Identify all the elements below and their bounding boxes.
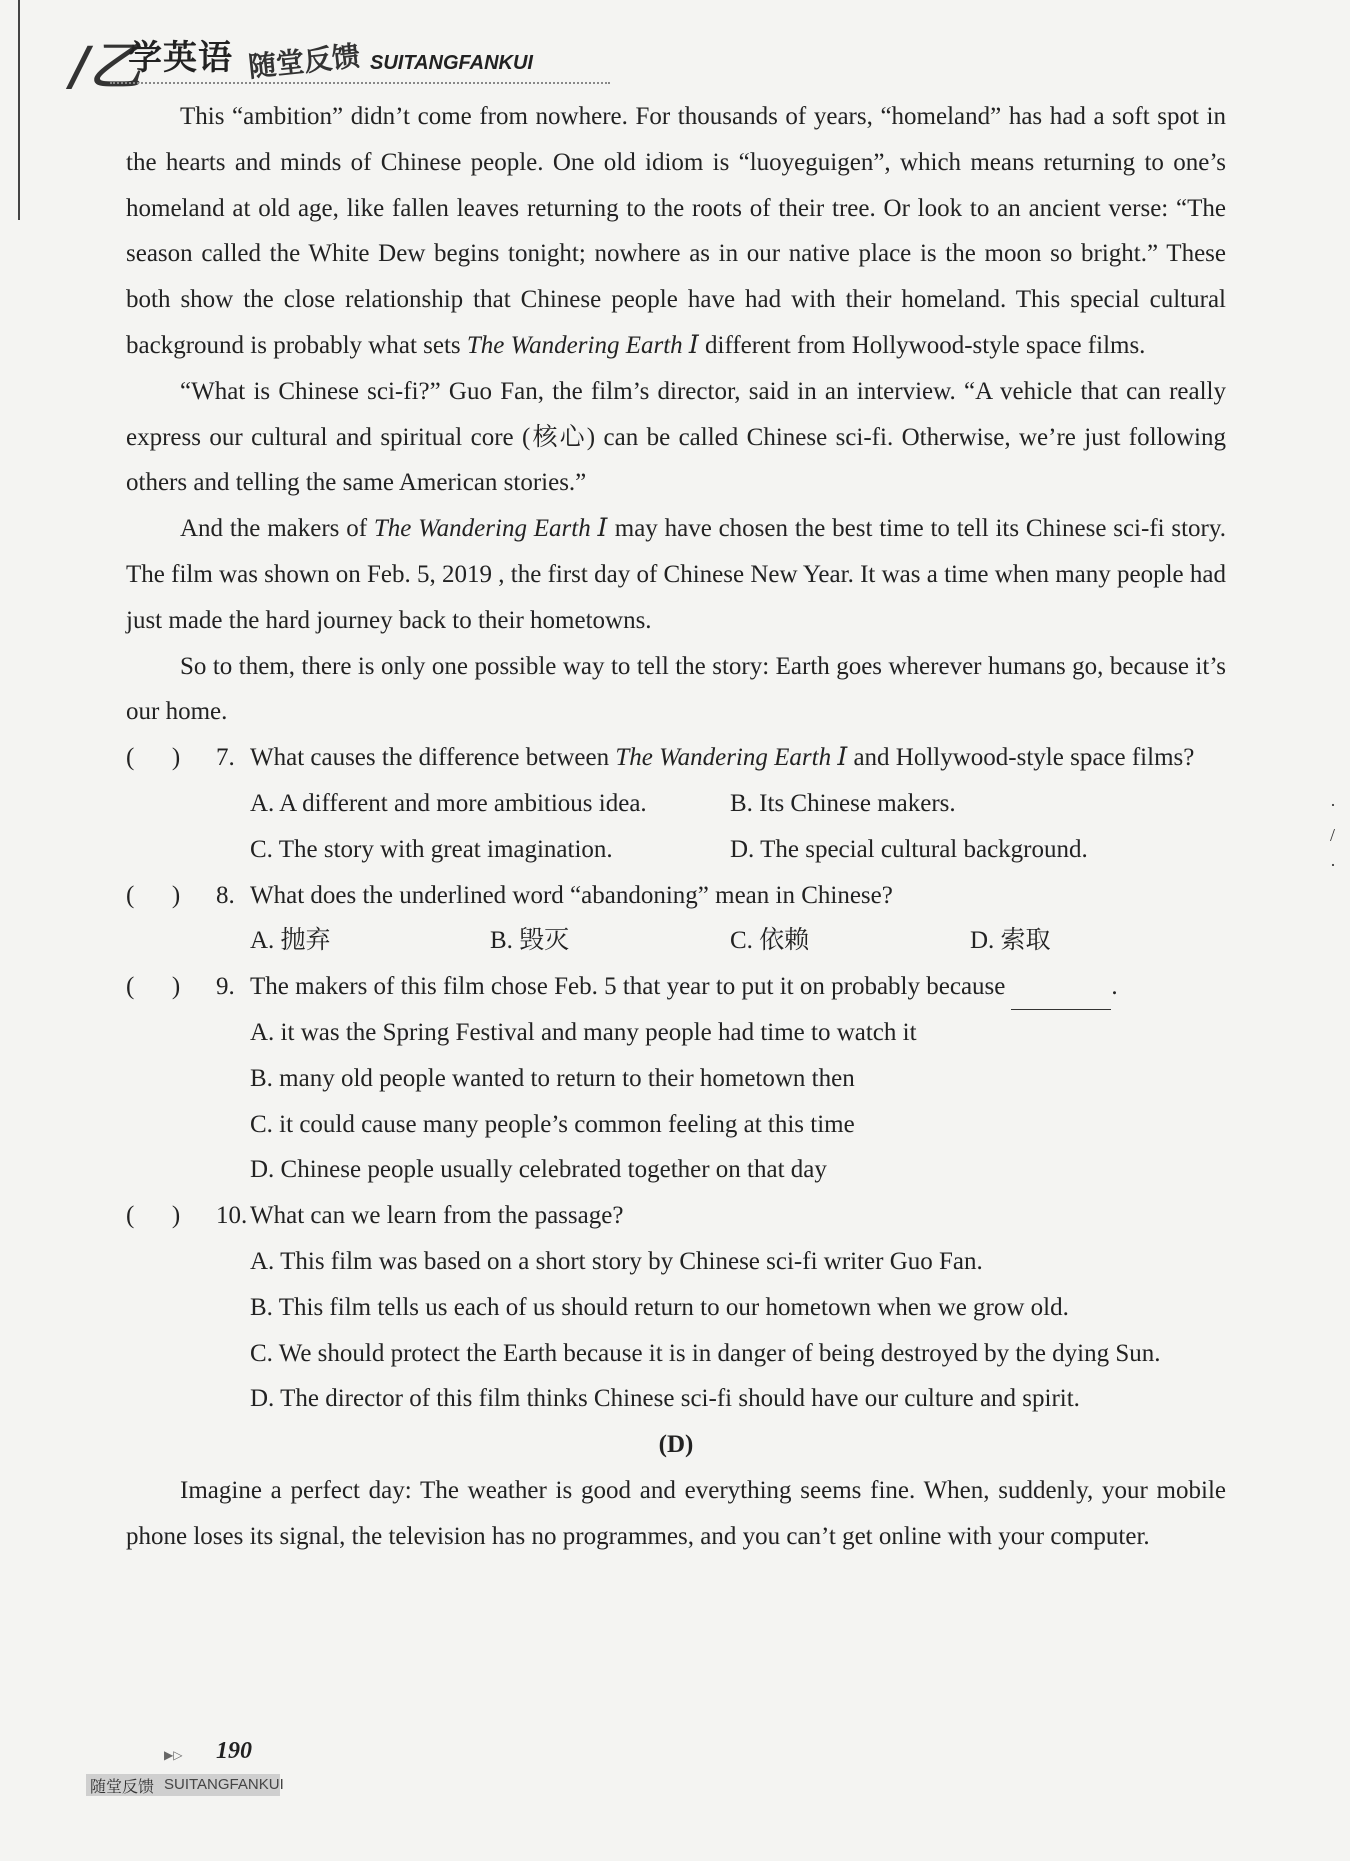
question-text: What does the underlined word “abandoning” mean in Chinese?: [250, 881, 893, 909]
question-text: The makers of this film chose Feb. 5 that year to put it on probably because .: [250, 964, 1118, 1010]
page-header: [70, 18, 630, 97]
question-number: 10.: [216, 1202, 248, 1230]
question-7-options: [126, 781, 1226, 873]
fill-in-blank[interactable]: [1011, 981, 1111, 1010]
option-a[interactable]: A. This film was based on a short story by Chinese sci-fi writer Guo Fan.: [250, 1247, 983, 1275]
film-title: The Wandering Earth Ⅰ: [466, 331, 699, 359]
section-label: (D): [658, 1431, 694, 1459]
option-b[interactable]: B. 毁灭: [490, 927, 570, 955]
margin-marks: · / ·: [1330, 795, 1336, 875]
option-c[interactable]: C. 依赖: [730, 927, 810, 955]
binding-rule: [18, 0, 20, 220]
option-d[interactable]: D. 索取: [970, 927, 1051, 955]
brand-logo-icon: /乙: [70, 36, 141, 97]
option-a[interactable]: A. it was the Spring Festival and many people had time to watch it: [250, 1018, 917, 1046]
option-a[interactable]: A. 抛弃: [250, 927, 331, 955]
option-c[interactable]: C. it could cause many people’s common feeling at this time: [250, 1110, 855, 1138]
paragraph-3: [126, 506, 1226, 643]
answer-blank[interactable]: ( ): [126, 881, 181, 909]
page-footer: [86, 1738, 386, 1798]
question-number: 7.: [216, 744, 235, 772]
paragraph-1-end: different from Hollywood-style space films.: [705, 331, 1146, 359]
question-text: What can we learn from the passage?: [250, 1202, 624, 1230]
option-b[interactable]: B. This film tells us each of us should return to our hometown when we grow old.: [250, 1293, 1069, 1321]
answer-blank[interactable]: ( ): [126, 973, 181, 1001]
option-c[interactable]: C. The story with great imagination.: [250, 835, 613, 863]
option-a[interactable]: A. A different and more ambitious idea.: [250, 789, 647, 817]
passage-content: [126, 94, 1226, 1560]
paragraph-2: “What is Chinese sci-fi?” Guo Fan, the film’s director, said in an interview. “A vehicle that can really express our cultural and spiritual core (核心) can be called Chinese sci-fi. Otherwise, we’re just following others and telling the same American stories.”: [126, 377, 1226, 497]
arrow-icon: ▶▷: [164, 1748, 183, 1762]
header-dotted-line: [110, 82, 610, 84]
page-number: 190: [216, 1738, 252, 1764]
header-title-cn: 学英语: [128, 38, 233, 78]
option-d[interactable]: D. Chinese people usually celebrated together on that day: [250, 1156, 827, 1184]
header-title-en: SUITANGFANKUI: [370, 52, 533, 74]
option-c[interactable]: C. We should protect the Earth because it is in danger of being destroyed by the dying Sun.: [250, 1339, 1161, 1367]
question-number: 9.: [216, 973, 235, 1001]
option-b[interactable]: B. many old people wanted to return to their hometown then: [250, 1064, 855, 1092]
film-title: The Wandering Earth Ⅰ: [373, 515, 608, 543]
option-d[interactable]: D. The director of this film thinks Chinese sci-fi should have our culture and spirit.: [250, 1385, 1080, 1413]
question-10-options: [126, 1239, 1226, 1422]
option-b[interactable]: B. Its Chinese makers.: [730, 789, 956, 817]
answer-blank[interactable]: ( ): [126, 1202, 181, 1230]
header-title-cn2: 随堂反馈: [246, 39, 362, 84]
footer-label-cn: 随堂反馈: [90, 1777, 155, 1796]
question-10: [126, 1193, 1226, 1239]
paragraph-1: [126, 94, 1226, 369]
question-8: [126, 873, 1226, 919]
paragraph-1-text: This “ambition” didn’t come from nowhere. For thousands of years, “homeland” has had a soft spot in the hearts and minds of Chinese people. One old idiom is “luoyeguigen”, which means returning to one’s homeland at old age, like fallen leaves returning to the roots of their tree. Or look to an ancient verse: “The season called the White Dew begins tonight; nowhere as in our native place is the moon so bright.” These both show the close relationship that Chinese people have had with their homeland. This special cultural background is probably what sets: [126, 103, 1226, 359]
question-number: 8.: [216, 881, 235, 909]
option-d[interactable]: D. The special cultural background.: [730, 835, 1088, 863]
question-9: [126, 964, 1226, 1010]
question-7: [126, 735, 1226, 781]
paragraph-3-end: may have chosen the best time to tell its Chinese sci-fi story. The film was shown on Feb. 5, 2019 , the first day of Chinese New Year. It was a time when many people had just made the hard journey back to their hometowns.: [126, 515, 1227, 634]
question-text: What causes the difference between The Wandering Earth Ⅰ and Hollywood-style space films?: [250, 744, 1195, 772]
footer-label-en: SUITANGFANKUI: [164, 1776, 284, 1793]
question-8-options: [126, 918, 1226, 964]
paragraph-3-start: And the makers of: [180, 515, 368, 543]
answer-blank[interactable]: ( ): [126, 744, 181, 772]
paragraph-4: So to them, there is only one possible way to tell the story: Earth goes wherever humans go, because it’s our home.: [126, 652, 1226, 726]
question-9-options: [126, 1010, 1226, 1193]
section-d-paragraph: Imagine a perfect day: The weather is good and everything seems fine. When, suddenly, your mobile phone loses its signal, the television has no programmes, and you can’t get online with your computer.: [126, 1476, 1226, 1550]
